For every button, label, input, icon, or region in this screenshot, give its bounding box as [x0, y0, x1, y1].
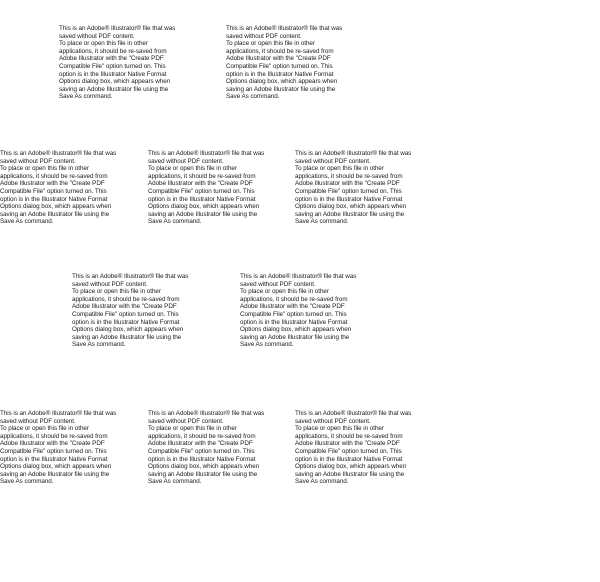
- notice-intro: This is an Adobe® Illustrator® file that was saved without PDF content.: [240, 273, 357, 288]
- pdf-content-notice: [240, 273, 358, 349]
- pdf-content-notice: [295, 150, 413, 226]
- pdf-content-notice: [295, 410, 413, 486]
- notice-instructions: To place or open this file in other applications, it should be re-saved from Adobe Illustrator with the "Create PDF Compatible File" option turned on. This option is in the Illustrator Native Format Options dialog box, which appears when saving an Adobe Illustrator file using the Save As command.: [240, 288, 352, 349]
- notice-instructions: To place or open this file in other applications, it should be re-saved from Adobe Illustrator with the "Create PDF Compatible File" option turned on. This option is in the Illustrator Native Format Options dialog box, which appears when saving an Adobe Illustrator file using the Save As command.: [0, 425, 112, 486]
- notice-intro: This is an Adobe® Illustrator® file that was saved without PDF content.: [59, 25, 176, 40]
- pdf-content-notice: [148, 150, 266, 226]
- pdf-content-notice: [0, 150, 118, 226]
- notice-instructions: To place or open this file in other applications, it should be re-saved from Adobe Illustrator with the "Create PDF Compatible File" option turned on. This option is in the Illustrator Native Format Options dialog box, which appears when saving an Adobe Illustrator file using the Save As command.: [148, 425, 260, 486]
- notice-intro: This is an Adobe® Illustrator® file that was saved without PDF content.: [0, 410, 117, 425]
- notice-instructions: To place or open this file in other applications, it should be re-saved from Adobe Illustrator with the "Create PDF Compatible File" option turned on. This option is in the Illustrator Native Format Options dialog box, which appears when saving an Adobe Illustrator file using the Save As command.: [226, 40, 338, 101]
- pdf-content-notice: [72, 273, 190, 349]
- notice-instructions: To place or open this file in other applications, it should be re-saved from Adobe Illustrator with the "Create PDF Compatible File" option turned on. This option is in the Illustrator Native Format Options dialog box, which appears when saving an Adobe Illustrator file using the Save As command.: [59, 40, 171, 101]
- pdf-content-notice: [0, 410, 118, 486]
- notice-intro: This is an Adobe® Illustrator® file that was saved without PDF content.: [148, 410, 265, 425]
- notice-intro: This is an Adobe® Illustrator® file that was saved without PDF content.: [295, 150, 412, 165]
- notice-instructions: To place or open this file in other applications, it should be re-saved from Adobe Illustrator with the "Create PDF Compatible File" option turned on. This option is in the Illustrator Native Format Options dialog box, which appears when saving an Adobe Illustrator file using the Save As command.: [72, 288, 184, 349]
- notice-instructions: To place or open this file in other applications, it should be re-saved from Adobe Illustrator with the "Create PDF Compatible File" option turned on. This option is in the Illustrator Native Format Options dialog box, which appears when saving an Adobe Illustrator file using the Save As command.: [148, 165, 260, 226]
- pdf-content-notice: [148, 410, 266, 486]
- notice-intro: This is an Adobe® Illustrator® file that was saved without PDF content.: [0, 150, 117, 165]
- notice-instructions: To place or open this file in other applications, it should be re-saved from Adobe Illustrator with the "Create PDF Compatible File" option turned on. This option is in the Illustrator Native Format Options dialog box, which appears when saving an Adobe Illustrator file using the Save As command.: [295, 425, 407, 486]
- pdf-content-notice: [226, 25, 344, 101]
- notice-intro: This is an Adobe® Illustrator® file that was saved without PDF content.: [72, 273, 189, 288]
- pdf-content-notice: [59, 25, 177, 101]
- notice-intro: This is an Adobe® Illustrator® file that was saved without PDF content.: [295, 410, 412, 425]
- notice-intro: This is an Adobe® Illustrator® file that was saved without PDF content.: [148, 150, 265, 165]
- notice-instructions: To place or open this file in other applications, it should be re-saved from Adobe Illustrator with the "Create PDF Compatible File" option turned on. This option is in the Illustrator Native Format Options dialog box, which appears when saving an Adobe Illustrator file using the Save As command.: [295, 165, 407, 226]
- notice-intro: This is an Adobe® Illustrator® file that was saved without PDF content.: [226, 25, 343, 40]
- notice-instructions: To place or open this file in other applications, it should be re-saved from Adobe Illustrator with the "Create PDF Compatible File" option turned on. This option is in the Illustrator Native Format Options dialog box, which appears when saving an Adobe Illustrator file using the Save As command.: [0, 165, 112, 226]
